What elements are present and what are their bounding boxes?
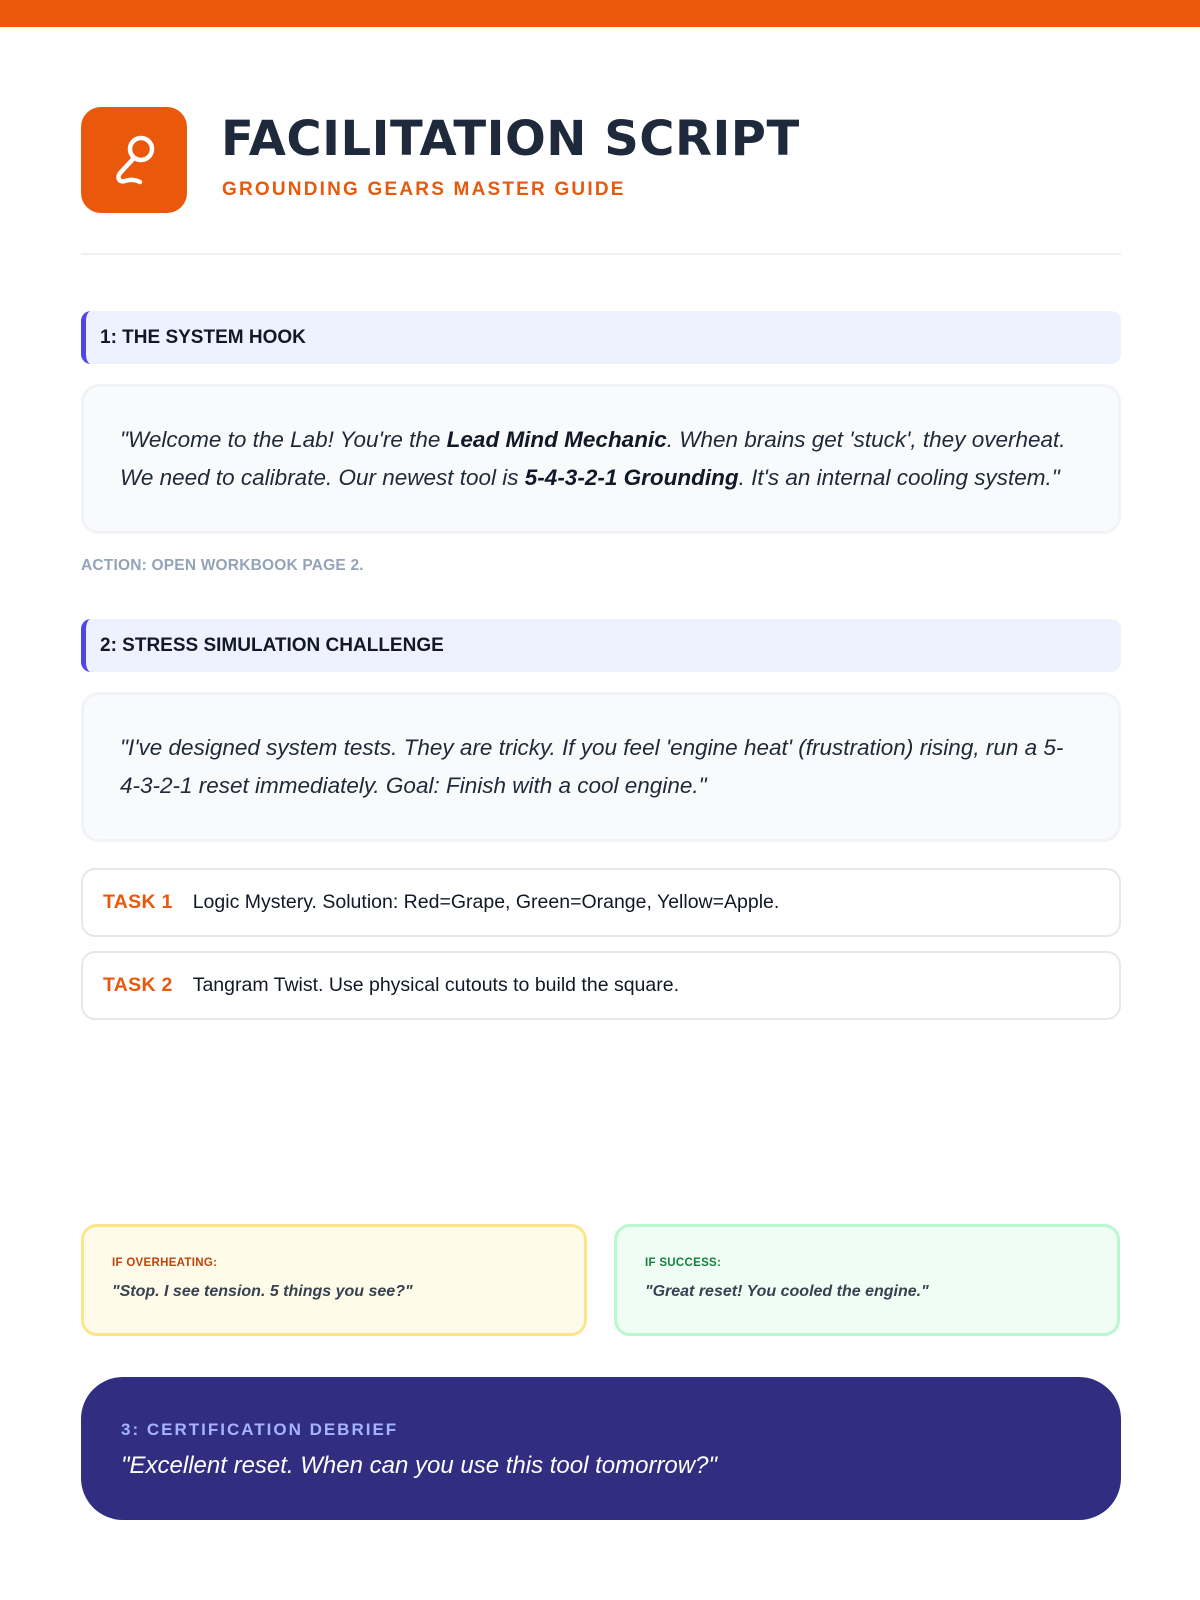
tip-card-success xyxy=(614,1224,1120,1336)
tip-label: IF OVERHEATING: xyxy=(112,1257,218,1269)
quote-text: . When brains get 'stuck', they overheat. We need to calibrate. Our newest tool is xyxy=(120,427,1066,490)
tip-text: "Stop. I see tension. 5 things you see?" xyxy=(112,1283,413,1300)
section-heading-system-hook: 1: THE SYSTEM HOOK xyxy=(81,311,1121,364)
debrief-quote: "Excellent reset. When can you use this tool tomorrow?" xyxy=(121,1452,717,1479)
task-text: Tangram Twist. Use physical cutouts to build the square. xyxy=(192,974,680,996)
quote-emphasis-tool: 5-4-3-2-1 Grounding xyxy=(524,465,739,490)
task-card xyxy=(81,868,1121,937)
tip-text: "Great reset! You cooled the engine." xyxy=(645,1283,929,1300)
section-heading-stress-simulation: 2: STRESS SIMULATION CHALLENGE xyxy=(81,619,1121,672)
top-accent-bar xyxy=(0,0,1200,27)
logo-badge xyxy=(81,107,187,213)
quote-text: . It's an internal cooling system." xyxy=(738,465,1060,490)
quote-text: "Welcome to the Lab! You're the xyxy=(120,427,447,452)
task-label: TASK 1 xyxy=(103,891,173,913)
page-header xyxy=(81,107,1121,213)
script-quote-system-hook xyxy=(81,384,1121,534)
task-card xyxy=(81,951,1121,1020)
debrief-panel xyxy=(81,1377,1121,1520)
script-quote-stress-simulation: "I've designed system tests. They are tricky. If you feel 'engine heat' (frustration) rising, run a 5-4-3-2-1 reset immediately. Goal: Finish with a cool engine." xyxy=(81,692,1121,842)
quote-emphasis-role: Lead Mind Mechanic xyxy=(446,427,667,452)
debrief-heading: 3: CERTIFICATION DEBRIEF xyxy=(121,1420,399,1439)
header-divider xyxy=(81,253,1121,255)
task-text: Logic Mystery. Solution: Red=Grape, Green=Orange, Yellow=Apple. xyxy=(192,891,780,913)
tip-card-overheating xyxy=(81,1224,587,1336)
action-note: ACTION: OPEN WORKBOOK PAGE 2. xyxy=(81,557,364,574)
tip-label: IF SUCCESS: xyxy=(645,1257,722,1269)
page-subtitle: GROUNDING GEARS MASTER GUIDE xyxy=(222,179,626,200)
page-title: FACILITATION SCRIPT xyxy=(221,111,800,167)
microphone-icon xyxy=(110,134,158,186)
task-label: TASK 2 xyxy=(103,974,173,996)
